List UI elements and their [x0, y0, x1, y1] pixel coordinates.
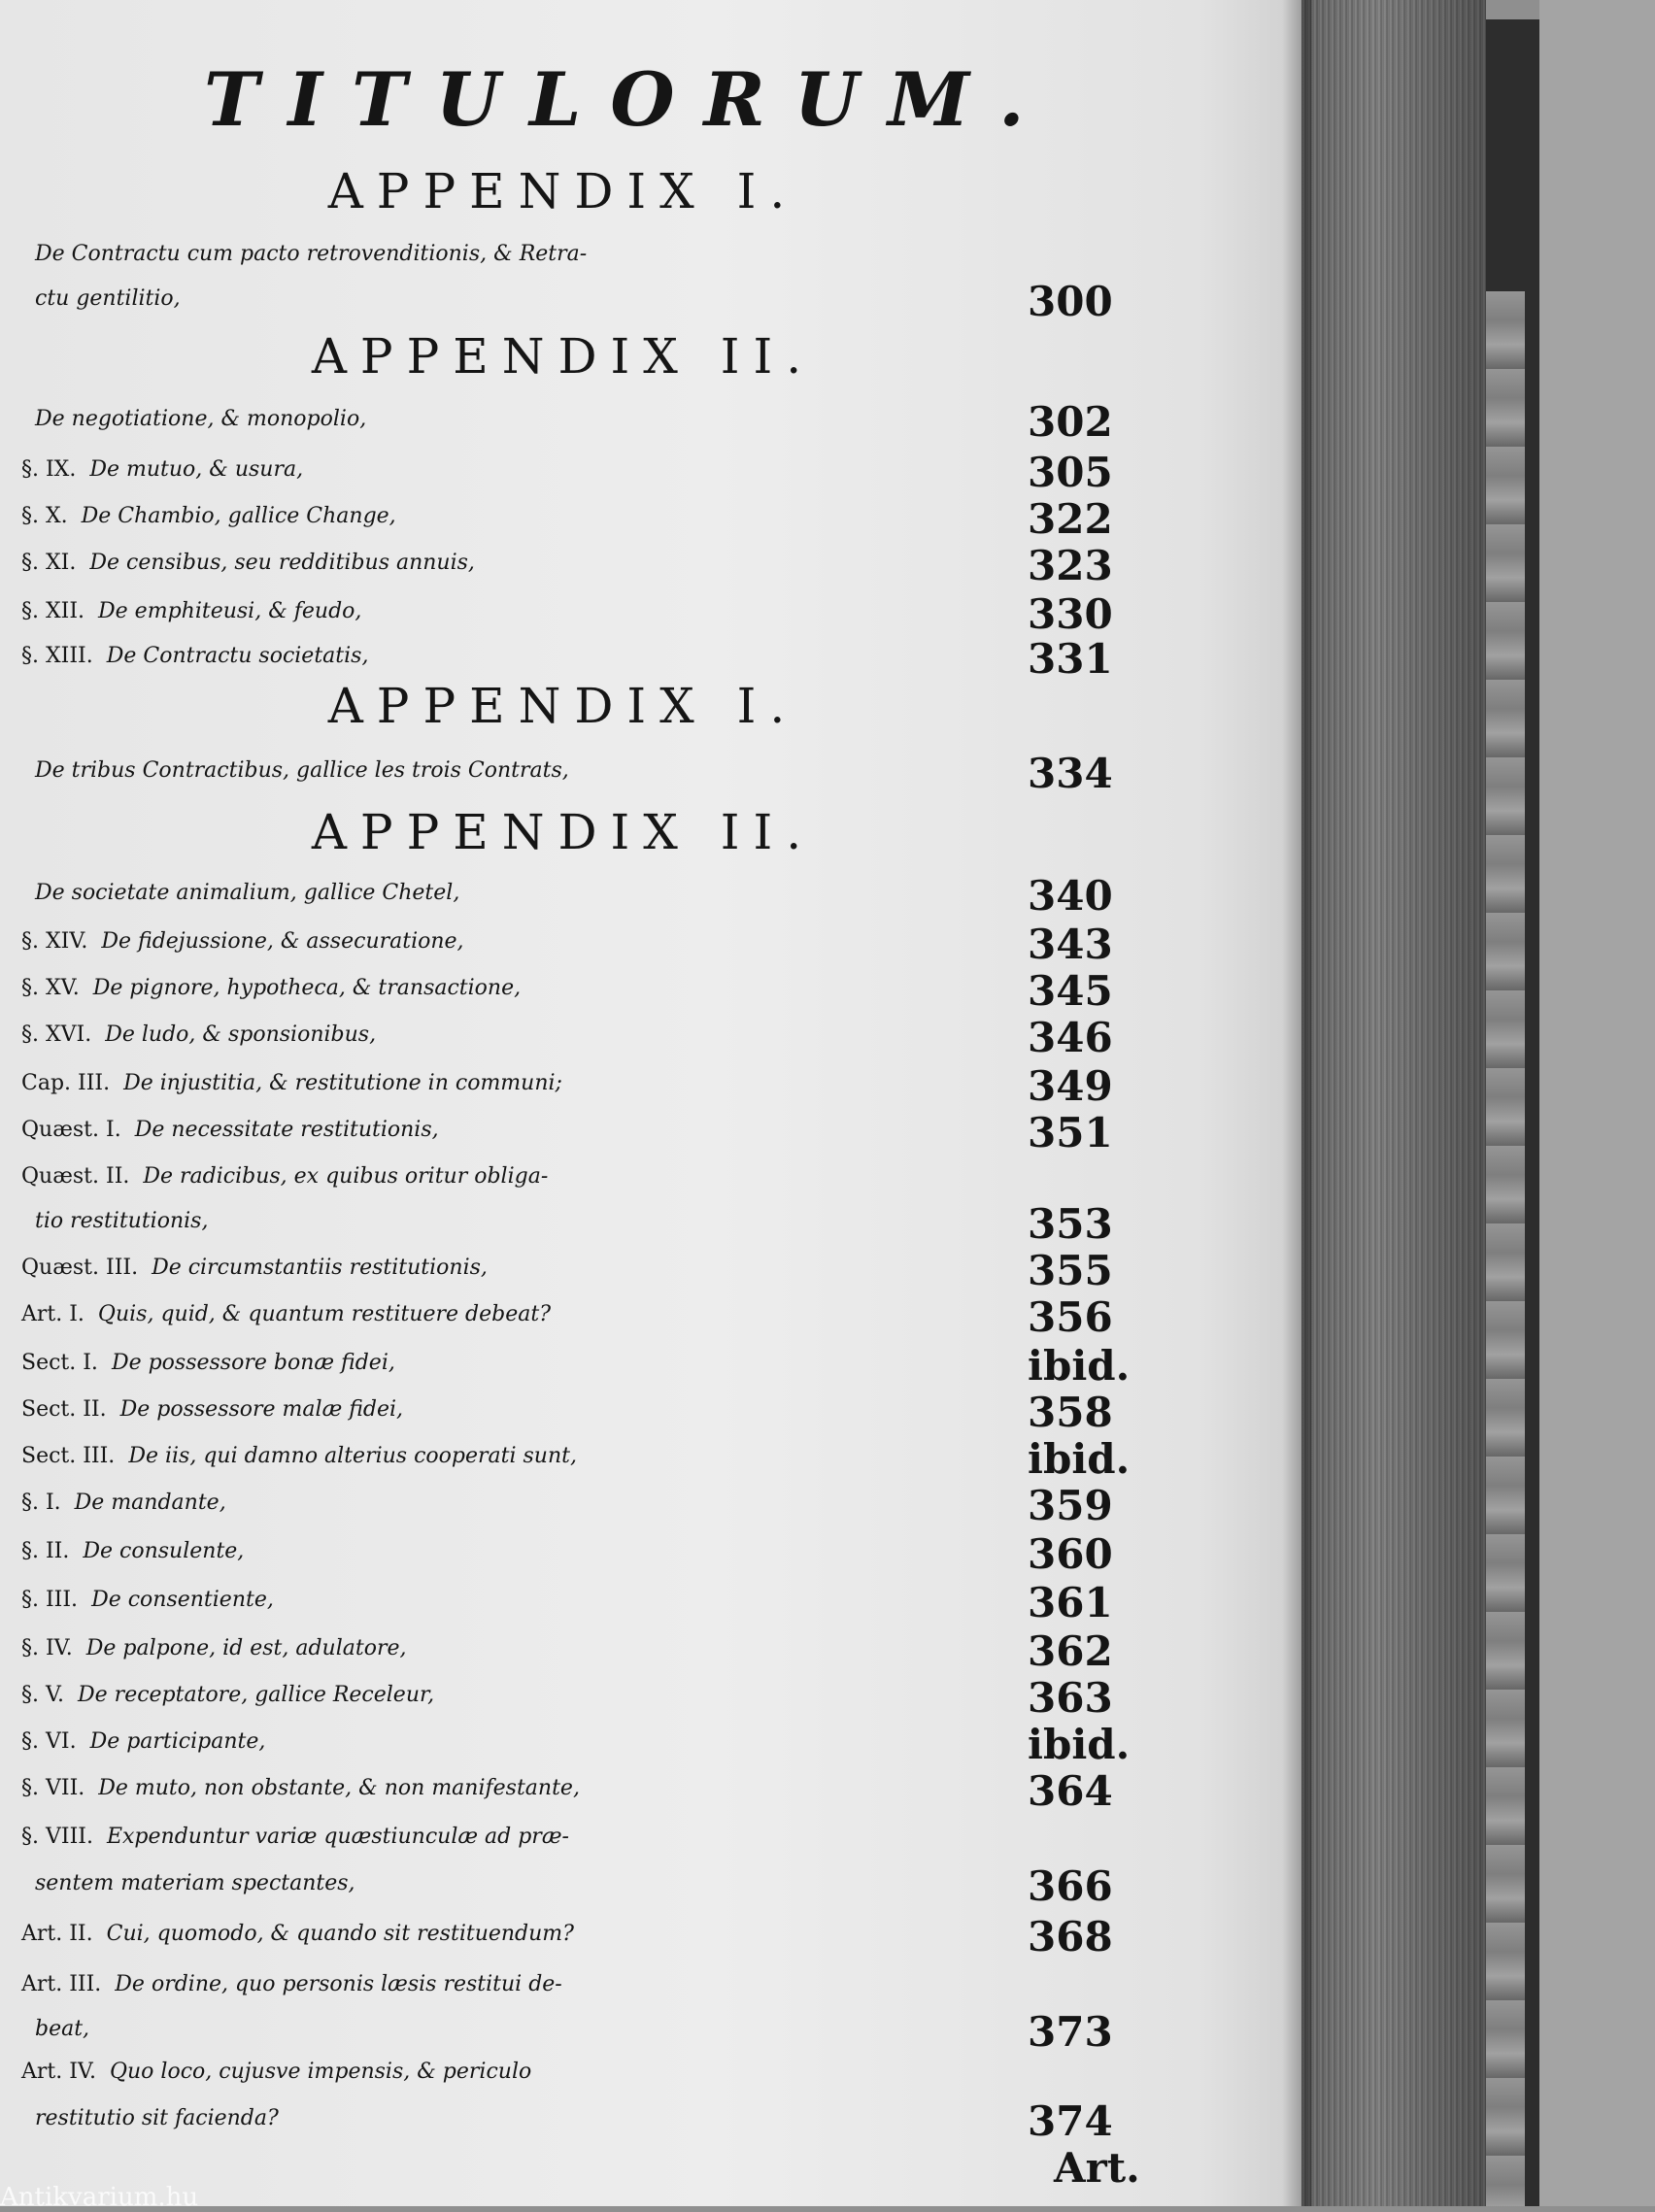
page-number: ibid.	[1028, 1435, 1131, 1483]
entry-label: §. IX.	[21, 457, 77, 482]
entry-label: Quæst. III.	[21, 1256, 139, 1280]
index-entry	[21, 633, 1031, 680]
page-number: 356	[1028, 1293, 1113, 1341]
entry-title: De pignore, hypotheca, & transactione,	[92, 976, 522, 1000]
entry-label: §. XI.	[21, 551, 77, 575]
index-entry	[21, 1012, 1031, 1058]
entry-title: De consentiente,	[91, 1588, 274, 1612]
section-heading: APPENDIX II.	[311, 328, 816, 385]
entry-title: De muto, non obstante, & non manifestante,	[98, 1776, 580, 1800]
index-entry	[21, 1387, 1031, 1433]
entry-title: De mandante,	[74, 1491, 226, 1515]
entry-title: ctu gentilitio,	[35, 286, 181, 311]
entry-label: §. V.	[21, 1683, 65, 1707]
page-header: TITULORUM.	[204, 56, 1054, 143]
index-entry	[21, 1060, 1031, 1107]
page-number: 300	[1028, 278, 1113, 325]
index-entry	[21, 1719, 1031, 1765]
entry-label: §. III.	[21, 1588, 79, 1612]
index-entry	[21, 493, 1031, 540]
entry-label: §. IV.	[21, 1636, 73, 1660]
entry-title: De censibus, seu redditibus annuis,	[89, 551, 475, 575]
entry-label: §. VI.	[21, 1729, 77, 1754]
page-number: 340	[1028, 872, 1113, 920]
index-entry	[21, 748, 1031, 794]
section-heading: APPENDIX I.	[327, 163, 799, 219]
entry-title: De Chambio, gallice Change,	[81, 504, 396, 528]
entry-title: De consulente,	[83, 1539, 245, 1563]
entry-title: De participante,	[89, 1729, 266, 1754]
page-number: 345	[1028, 967, 1113, 1015]
index-entry	[21, 1860, 1031, 1907]
index-entry	[21, 231, 1031, 278]
page-number: 368	[1028, 1913, 1113, 1961]
index-entry	[21, 1480, 1031, 1526]
page-number: 359	[1028, 1482, 1113, 1529]
index-entry	[21, 447, 1031, 493]
catchword: Art.	[1054, 2144, 1140, 2192]
page-number: 343	[1028, 921, 1113, 968]
entry-title: De negotiatione, & monopolio,	[35, 407, 367, 431]
page-number: 363	[1028, 1674, 1113, 1722]
entry-title: De injustitia, & restitutione in communi;	[123, 1071, 562, 1095]
page-number: 360	[1028, 1530, 1113, 1578]
entry-title: De possessore malæ fidei,	[119, 1397, 404, 1422]
entry-label: Art. I.	[21, 1302, 84, 1326]
index-entry	[21, 1911, 1031, 1958]
index-entry	[21, 1765, 1031, 1812]
index-entry	[21, 919, 1031, 965]
index-entry	[21, 2095, 1031, 2142]
page-number: 373	[1028, 2008, 1113, 2056]
entry-label: §. XV.	[21, 976, 80, 1000]
page-number: 323	[1028, 542, 1113, 589]
entry-label: Quæst. II.	[21, 1164, 130, 1189]
index-entry	[21, 2049, 1031, 2095]
entry-title: Expenduntur variæ quæstiunculæ ad præ-	[106, 1825, 569, 1849]
index-entry	[21, 588, 1031, 635]
entry-label: Art. II.	[21, 1922, 93, 1946]
entry-title: De radicibus, ex quibus oritur obliga-	[143, 1164, 549, 1189]
entry-title: De necessitate restitutionis,	[134, 1118, 439, 1142]
entry-label: §. VIII.	[21, 1825, 93, 1849]
page-number: 366	[1028, 1862, 1113, 1910]
entry-title: De emphiteusi, & feudo,	[98, 599, 362, 623]
entry-title: Quis, quid, & quantum restituere debeat?	[97, 1302, 551, 1326]
entry-title: De iis, qui damno alterius cooperati sunt,	[128, 1444, 577, 1468]
page-edges	[1301, 0, 1486, 2206]
page-number: ibid.	[1028, 1342, 1131, 1390]
entry-title: De mutuo, & usura,	[89, 457, 304, 482]
index-entry	[21, 1528, 1031, 1575]
entry-title: De societate animalium, gallice Chetel,	[35, 881, 460, 905]
index-entry	[21, 870, 1031, 917]
entry-title: Quo loco, cujusve impensis, & periculo	[109, 2060, 532, 2084]
entry-label: §. VII.	[21, 1776, 85, 1800]
entry-title: De Contractu societatis,	[106, 644, 369, 668]
entry-title: De fidejussione, & assecuratione,	[101, 929, 464, 954]
index-entry	[21, 396, 1031, 443]
entry-label: Art. III.	[21, 1972, 102, 1996]
index-entry	[21, 1672, 1031, 1719]
page-number: 331	[1028, 635, 1113, 683]
index-entry	[21, 1198, 1031, 1245]
index-entry	[21, 1433, 1031, 1480]
entry-title: De tribus Contractibus, gallice les trois Contrats,	[35, 758, 569, 783]
page-number: 361	[1028, 1579, 1113, 1626]
page-number: 355	[1028, 1247, 1113, 1294]
index-entry	[21, 1245, 1031, 1291]
entry-label: Sect. III.	[21, 1444, 116, 1468]
page-number: 330	[1028, 590, 1113, 638]
index-entry	[21, 1154, 1031, 1200]
entry-label: §. I.	[21, 1491, 61, 1515]
page-number: 362	[1028, 1627, 1113, 1675]
entry-label: Sect. I.	[21, 1351, 98, 1375]
entry-title: De receptatore, gallice Receleur,	[78, 1683, 435, 1707]
entry-label: §. XVI.	[21, 1022, 92, 1047]
section-heading: APPENDIX II.	[311, 804, 816, 860]
cover-edge	[1486, 291, 1525, 2206]
entry-label: §. II.	[21, 1539, 70, 1563]
index-entry	[21, 1107, 1031, 1154]
entry-title: De ludo, & sponsionibus,	[105, 1022, 377, 1047]
entry-label: §. X.	[21, 504, 68, 528]
index-entry	[21, 1340, 1031, 1387]
background-surface	[1539, 0, 1655, 2206]
entry-title: De Contractu cum pacto retrovenditionis, & Retra-	[35, 242, 588, 266]
page-number: 302	[1028, 398, 1113, 446]
page-number: 364	[1028, 1767, 1113, 1815]
page-number: 334	[1028, 750, 1113, 797]
entry-title: beat,	[35, 2017, 90, 2041]
index-entry	[21, 2006, 1031, 2053]
page-number: 349	[1028, 1062, 1113, 1110]
watermark: Antikvarium.hu	[0, 2183, 199, 2212]
entry-title: De ordine, quo personis læsis restitui de-	[115, 1972, 562, 1996]
entry-label: Cap. III.	[21, 1071, 111, 1095]
index-entry	[21, 276, 1031, 322]
entry-title: De possessore bonæ fidei,	[111, 1351, 395, 1375]
entry-label: Art. IV.	[21, 2060, 96, 2084]
index-entry	[21, 1961, 1031, 2008]
index-entry	[21, 1814, 1031, 1860]
entry-title: restitutio sit facienda?	[35, 2106, 279, 2130]
entry-title: Cui, quomodo, & quando sit restituendum?	[106, 1922, 574, 1946]
page-number: 322	[1028, 495, 1113, 543]
entry-label: Quæst. I.	[21, 1118, 121, 1142]
index-entry	[21, 1577, 1031, 1624]
index-entry	[21, 540, 1031, 587]
index-entry	[21, 1291, 1031, 1338]
index-entry	[21, 965, 1031, 1012]
entry-title: De palpone, id est, adulatore,	[85, 1636, 407, 1660]
entry-title: sentem materiam spectantes,	[35, 1871, 355, 1895]
page-number: ibid.	[1028, 1721, 1131, 1768]
entry-label: §. XII.	[21, 599, 85, 623]
entry-label: Sect. II.	[21, 1397, 107, 1422]
page-number: 358	[1028, 1389, 1113, 1436]
section-heading: APPENDIX I.	[327, 678, 799, 734]
entry-label: §. XIII.	[21, 644, 93, 668]
page-number: 305	[1028, 449, 1113, 496]
entry-title: tio restitutionis,	[35, 1209, 209, 1233]
page-number: 346	[1028, 1014, 1113, 1061]
page-number: 351	[1028, 1109, 1113, 1156]
entry-title: De circumstantiis restitutionis,	[152, 1256, 488, 1280]
entry-label: §. XIV.	[21, 929, 88, 954]
index-entry	[21, 1625, 1031, 1672]
page-number: 374	[1028, 2097, 1113, 2145]
page-number: 353	[1028, 1200, 1113, 1248]
